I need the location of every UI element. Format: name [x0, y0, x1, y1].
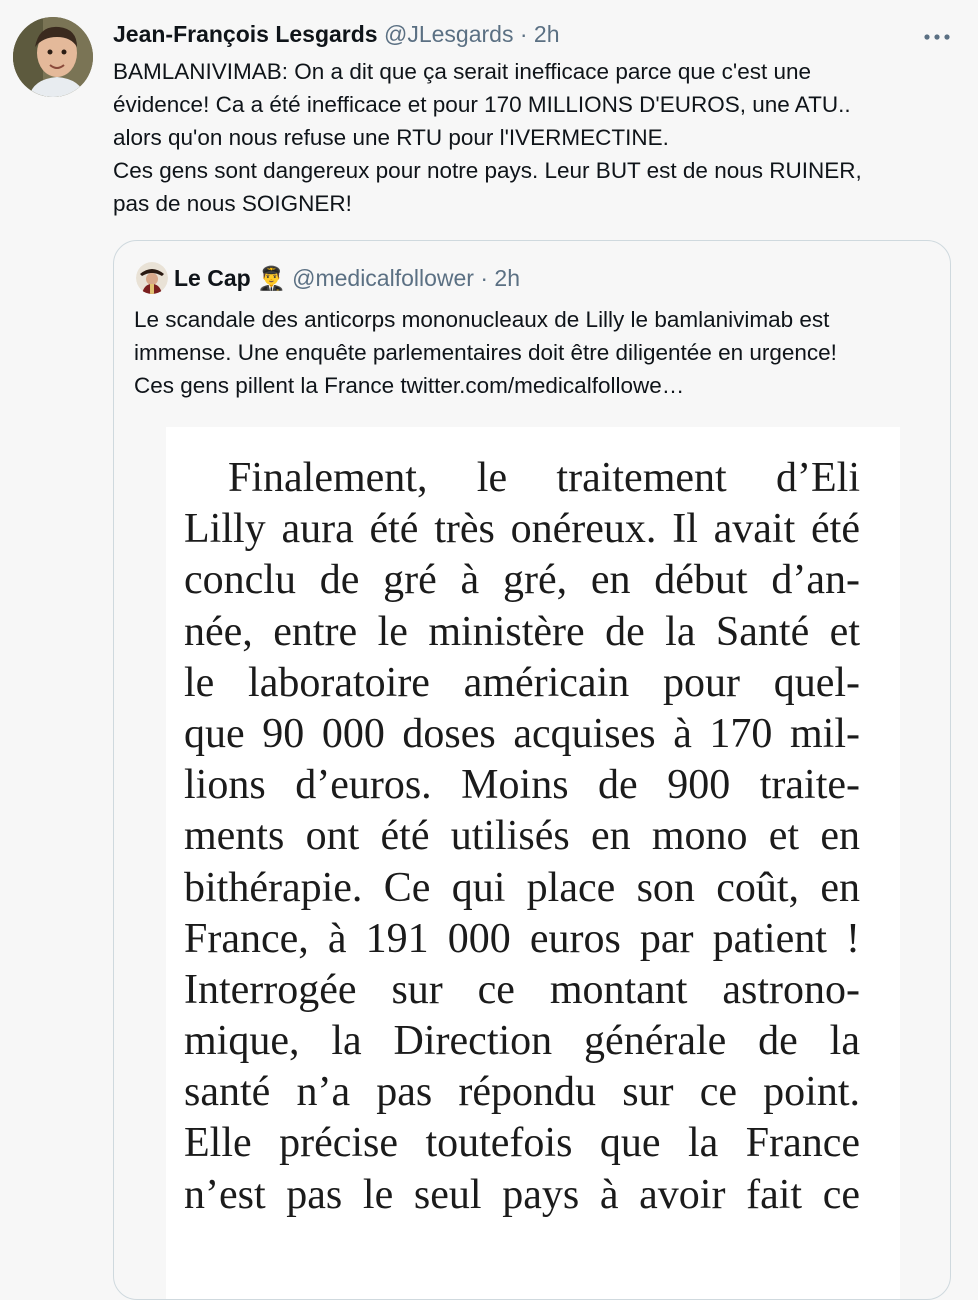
tweet-timestamp[interactable]: 2h — [533, 21, 560, 47]
quoted-tweet[interactable] — [113, 240, 951, 1300]
article-line: n’est pas le seul pays à avoir fait ce — [184, 1171, 860, 1218]
article-line: le laboratoire américain pour quel- — [184, 659, 860, 706]
tweet-header — [113, 19, 918, 49]
author-avatar[interactable] — [13, 17, 93, 97]
quoted-tweet-text — [134, 303, 934, 402]
article-line: santé n’a pas répondu sur ce point. — [184, 1069, 860, 1116]
quoted-author-handle[interactable]: @medicalfollower — [292, 265, 474, 291]
article-line: Lilly aura été très onéreux. Il avait été — [184, 506, 860, 553]
article-line: mique, la Direction générale de la — [184, 1018, 860, 1065]
article-line: France, à 191 000 euros par patient ! — [184, 915, 860, 962]
quoted-author-avatar[interactable] — [136, 262, 168, 294]
article-line: Elle précise toutefois que la France — [184, 1120, 860, 1167]
article-line: Finalement, le traitement d’Eli — [228, 455, 860, 501]
article-line: bithérapie. Ce qui place son coût, en — [184, 864, 860, 911]
newspaper-excerpt — [184, 453, 860, 1221]
separator-dot: · — [480, 265, 489, 291]
tweet-text — [113, 55, 953, 220]
quoted-text-line: immense. Une enquête parlementaires doit être diligentée en urgence! — [134, 340, 837, 365]
more-horizontal-icon[interactable] — [924, 20, 950, 48]
quoted-text-line: Le scandale des anticorps mononucleaux de Lilly le bamlanivimab est — [134, 307, 830, 332]
author-handle[interactable]: @JLesgards — [384, 21, 514, 47]
pilot-emoji-icon: 👨‍✈️ — [257, 265, 286, 291]
article-line: née, entre le ministère de la Santé et — [184, 608, 860, 655]
quoted-author-name[interactable]: Le Cap — [174, 265, 251, 291]
tweet-text-line: évidence! Ca a été inefficace et pour 170 MILLIONS D'EUROS, une ATU.. — [113, 92, 851, 117]
quoted-text-line: Ces gens pillent la France twitter.com/medicalfollowe… — [134, 373, 685, 398]
article-line: Interrogée sur ce montant astrono- — [184, 966, 860, 1013]
tweet-text-line: pas de nous SOIGNER! — [113, 191, 352, 216]
article-line: conclu de gré à gré, en début d’an- — [184, 557, 860, 604]
tweet-text-line: Ces gens sont dangereux pour notre pays. Leur BUT est de nous RUINER, — [113, 158, 862, 183]
quoted-tweet-image[interactable] — [166, 427, 900, 1300]
article-line: ments ont été utilisés en mono et en — [184, 813, 860, 860]
author-name[interactable]: Jean-François Lesgards — [113, 21, 378, 47]
separator-dot: · — [519, 21, 528, 47]
quoted-tweet-header — [174, 263, 520, 293]
tweet-text-line: alors qu'on nous refuse une RTU pour l'IVERMECTINE. — [113, 125, 669, 150]
article-line: que 90 000 doses acquises à 170 mil- — [184, 710, 860, 757]
quoted-tweet-timestamp[interactable]: 2h — [494, 265, 521, 291]
tweet-text-line: BAMLANIVIMAB: On a dit que ça serait inefficace parce que c'est une — [113, 59, 811, 84]
article-line: lions d’euros. Moins de 900 traite- — [184, 762, 860, 809]
